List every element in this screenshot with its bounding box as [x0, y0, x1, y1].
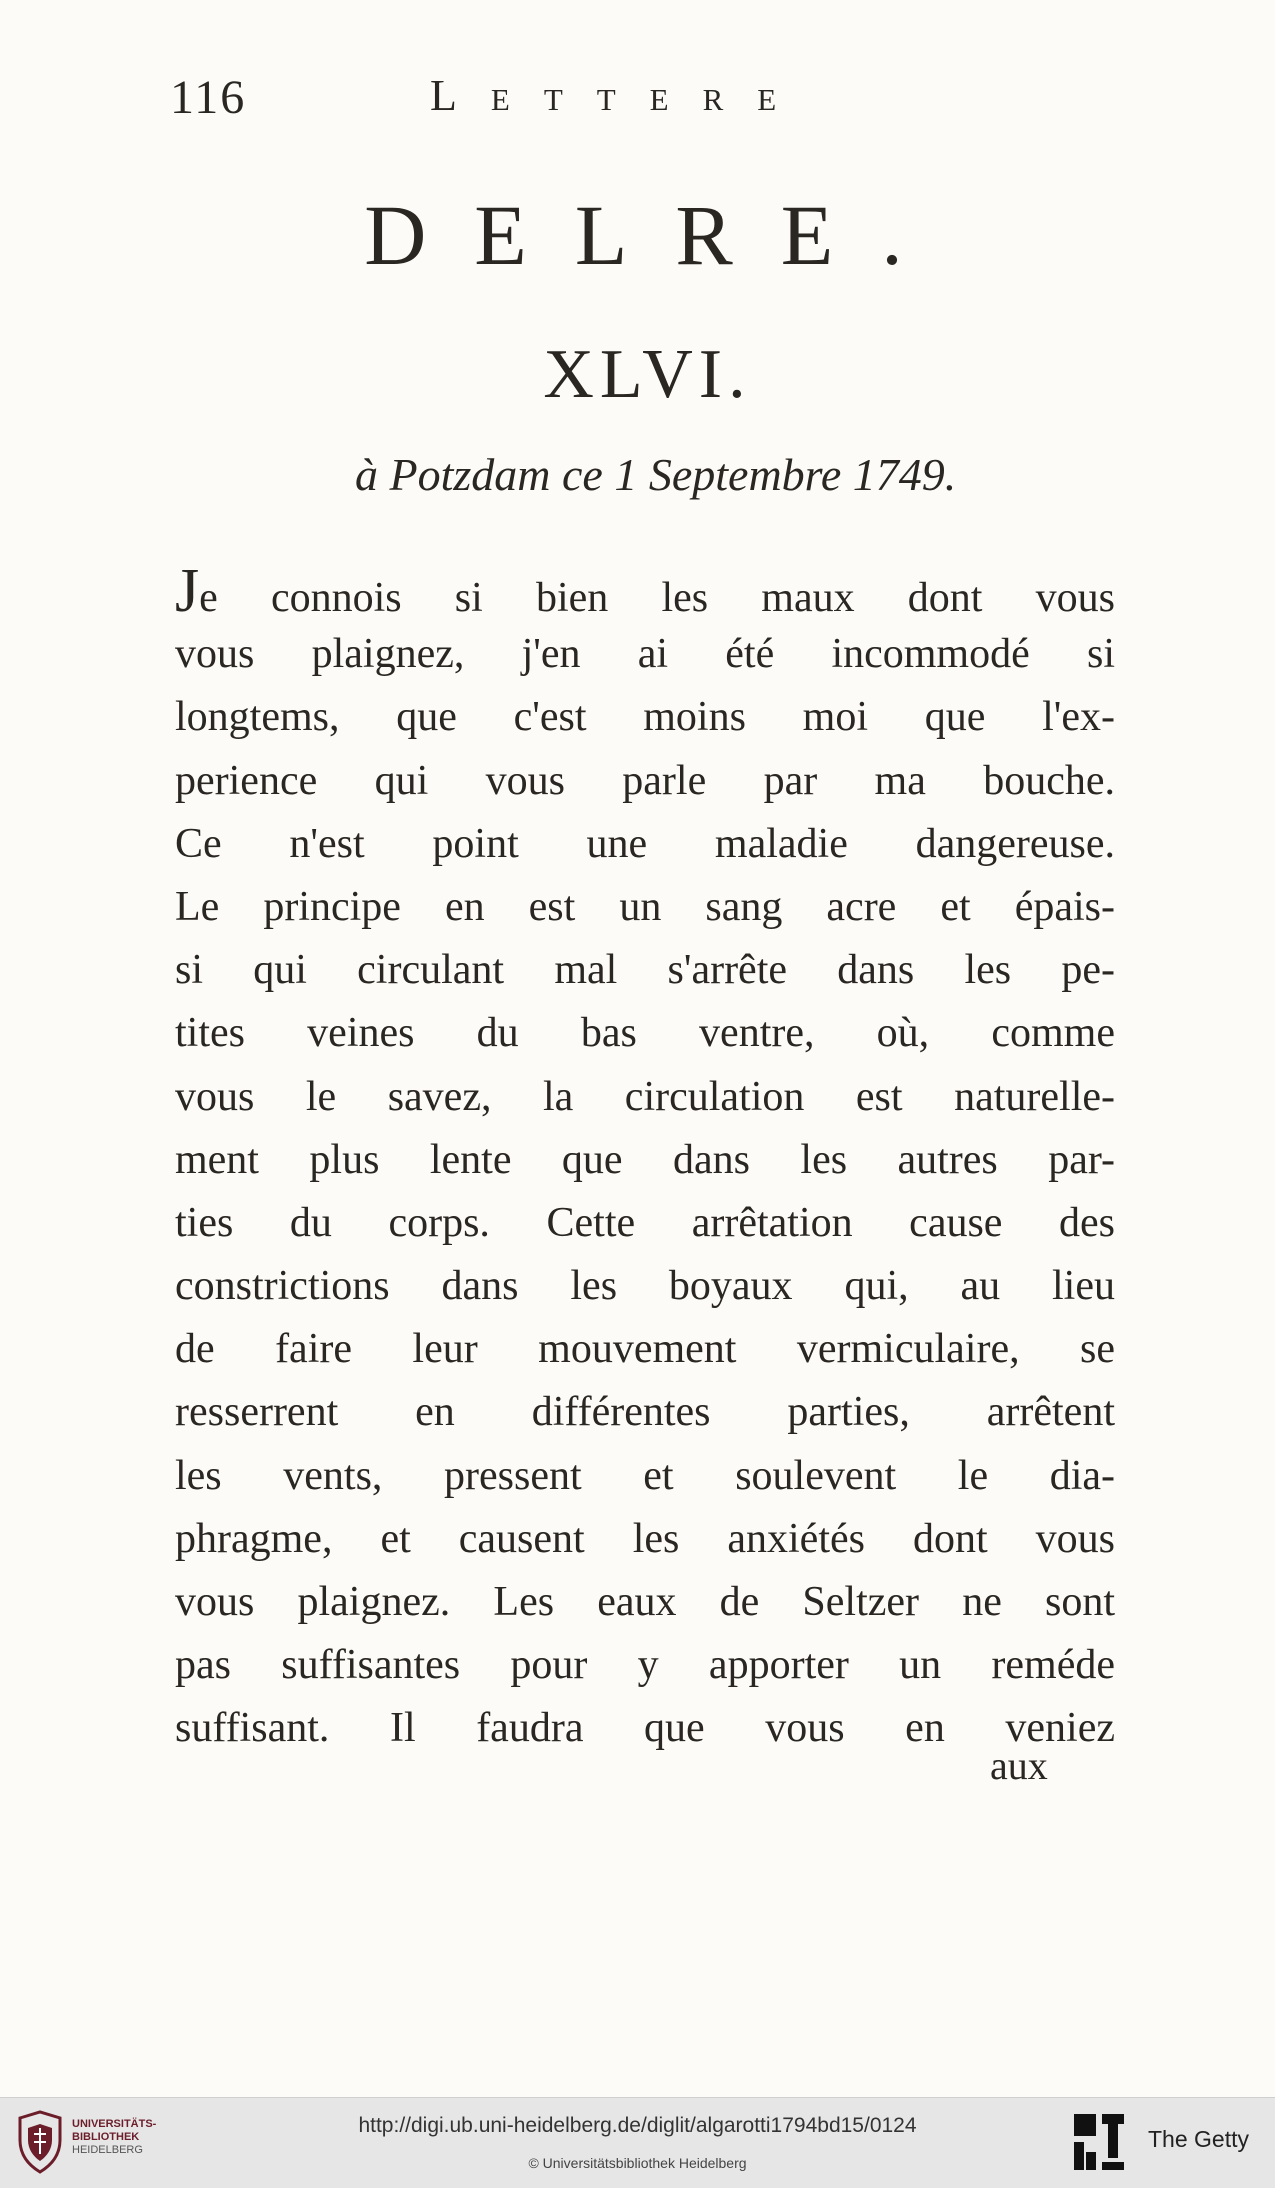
running-head: Lettere: [430, 71, 811, 120]
body-line: perience qui vous parle par ma bouche.: [175, 757, 1115, 804]
getty-logo-icon: [1072, 2112, 1126, 2174]
body-line: Je connois si bien les maux dont vous: [175, 557, 1115, 625]
page-header: [170, 70, 1120, 130]
library-name-line: UNIVERSITÄTS-: [72, 2118, 157, 2130]
copyright-notice: © Universitätsbibliothek Heidelberg: [528, 2155, 747, 2171]
body-line: tites veines du bas ventre, où, comme: [175, 1010, 1115, 1057]
body-line: de faire leur mouvement vermiculaire, se: [175, 1326, 1115, 1373]
library-name-line: BIBLIOTHEK: [72, 2131, 140, 2143]
body-line: vous le savez, la circulation est naturelle-: [175, 1073, 1115, 1120]
body-line: les vents, pressent et soulevent le dia-: [175, 1452, 1115, 1499]
letter-number: XLVI.: [543, 336, 752, 413]
getty-label: The Getty: [1148, 2126, 1249, 2152]
body-line: si qui circulant mal s'arrête dans les pe-: [175, 947, 1115, 994]
body-line: Le principe en est un sang acre et épais-: [175, 883, 1115, 930]
body-line: ties du corps. Cette arrêtation cause des: [175, 1199, 1115, 1246]
letter-title: DELRE.: [364, 187, 951, 283]
body-line: vous plaignez. Les eaux de Seltzer ne sont: [175, 1579, 1115, 1625]
letter-body: [175, 557, 1115, 1761]
body-line: resserrent en différentes parties, arrêtent: [175, 1389, 1115, 1436]
body-line: vous plaignez, j'en ai été incommodé si: [175, 631, 1115, 678]
body-line: Ce n'est point une maladie dangereuse.: [175, 820, 1115, 867]
page-number: 116: [170, 71, 247, 124]
body-line: pas suffisantes pour y apporter un reméde: [175, 1642, 1115, 1689]
body-line: constrictions dans les boyaux qui, au lieu: [175, 1263, 1115, 1310]
library-name-line: HEIDELBERG: [72, 2144, 143, 2156]
viewer-footer: [0, 2097, 1275, 2188]
dateline: à Potzdam ce 1 Septembre 1749.: [355, 449, 957, 500]
body-line: longtems, que c'est moins moi que l'ex-: [175, 694, 1115, 741]
body-line: suffisant. Il faudra que vous en veniez: [175, 1705, 1115, 1752]
body-line: phragme, et causent les anxiétés dont vous: [175, 1515, 1115, 1562]
body-line: ment plus lente que dans les autres par-: [175, 1136, 1115, 1183]
permalink-url[interactable]: http://digi.ub.uni-heidelberg.de/diglit/algarotti1794bd15/0124: [358, 2114, 917, 2137]
catchword: aux: [990, 1743, 1048, 1788]
